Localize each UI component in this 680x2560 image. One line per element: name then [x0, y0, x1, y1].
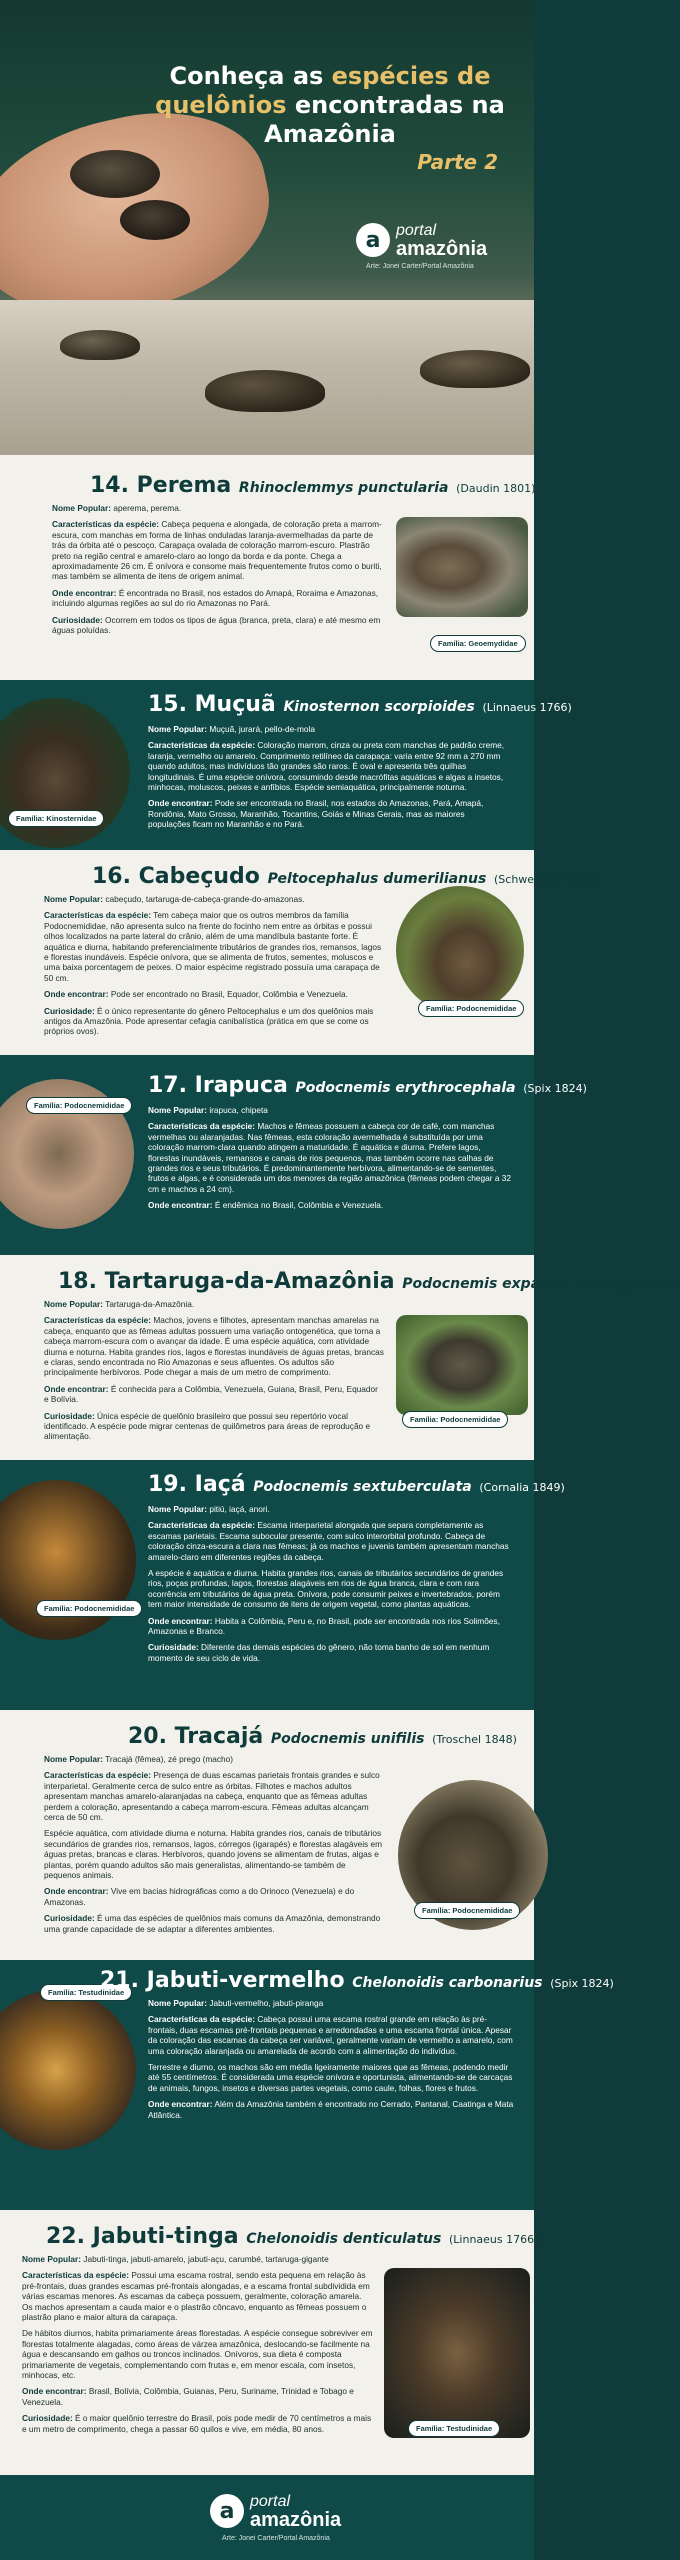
family-tag: Família: Kinosternidae [8, 810, 104, 827]
field-label: Nome Popular: [148, 1998, 208, 2008]
text-value: 15. [148, 692, 187, 717]
field-label: Onde encontrar: [52, 587, 117, 598]
art-credit: Arte: Jonei Carter/Portal Amazônia [222, 2535, 330, 2542]
logo-text: amazônia [250, 2509, 342, 2531]
species-title [148, 692, 572, 717]
text-value: Jabuti-tinga, jabuti-amarelo, jabuti-açu, carumbé, tartaruga-gigante [83, 2254, 329, 2264]
text-value: Jabuti-tinga [92, 2224, 239, 2249]
species-description [148, 1105, 514, 1217]
logo-a-icon: a [210, 2494, 244, 2528]
text-value: Ocorrem em todos os tipos de água (branca, preta, clara) e até mesmo em águas poluídas. [52, 614, 381, 636]
family-tag: Família: Podocnemididae [418, 1000, 524, 1017]
family-tag: Família: Testudinidae [408, 2420, 500, 2437]
text-value: Machos, jovens e filhotes, apresentam manchas amarelas na cabeça, enquanto que as fêmeas adultas possuem uma variação ontogenética, que torna a cabeça marrom-escura com o avançar da idade. É uma espécie aquática, com atividade diurna e noturna. Habita grandes rios, lagos e florestas inundáveis de águas pretas, brancas e claras, sendo encontrada no Rio Amazonas e seus afluentes. Os adultos são principalmente herbívoros. Pode chegar a mais de um metro de comprimento. [44, 1315, 384, 1378]
text-value: (Linnaeus 1766) [449, 2233, 539, 2246]
art-credit: Arte: Jonei Carter/Portal Amazônia [366, 263, 474, 270]
species-title [128, 1724, 517, 1749]
text-value: Perema [136, 473, 232, 498]
field-label: Onde encontrar: [148, 2099, 213, 2110]
text-value: Tem cabeça maior que os outros membros da família Podocnemididae, não apresenta sulco na frente do focinho nem entre as órbitas e possui olhos localizados na parte lateral do crânio, além de uma mandíbula bastante forte. É aquática e diurna, habitando preferencialmente tributários de grandes rios, remansos, lagos e florestas inundáveis. Espécie onívora, que se alimenta de frutos, sementes, moluscos e uma baixa porcentagem de peixes. O maior espécime registrado possuía uma carapaça de 50 cm. [44, 910, 382, 983]
species-description [44, 1299, 384, 1448]
text-value: 20. [128, 1724, 167, 1749]
text-value: 16. [92, 864, 131, 889]
text-value: A espécie é aquática e diurna. Habita grandes rios, canais de tributários secundários de grandes rios, poças profundas, lagos, florestas alagáveis em rios de água branca, clara e com rara ocorrência em tributários de água preta. Onívora, pode consumir peixes e invertebrados, porém tem maior intensidade de consumo de itens de origem vegetal, como plantas aquáticas. [148, 1568, 504, 1610]
title-part: encontradas na Amazônia [264, 91, 505, 148]
family-tag: Família: Testudinidae [40, 1984, 132, 2001]
text-value: Cabeçudo [138, 864, 260, 889]
text-value: Escama interparietal alongada que separa completamente as escamas parietais. Escama subocular presente, com sulco interorbital profundo. Cabeça de coloração cinza-escura a clara nas fêmeas; já os machos e juvenis também apresentam manchas amarelo-claro em diferentes regiões da cabeça. [148, 1520, 509, 1562]
text-value: Pode ser encontrada no Brasil, nos estados do Amazonas, Pará, Amapá, Rondônia, Mato Grosso, Maranhão, Tocantins, Goiás e Minas Gerais, mas as maiores populações ficam no Maranhão e no Pará. [148, 798, 484, 830]
logo-text: portal [396, 222, 437, 239]
page-title [150, 62, 510, 149]
field-label: Nome Popular: [52, 503, 112, 513]
text-value: Cabeça pequena e alongada, de coloração preta a marrom-escura, com manchas em forma de linhas onduladas laranja-avermelhadas da parte de trás da órbita até o pescoço. Carapaça ovalada de coloração marrom-escuro. Plastrão preto na região central e amarelo-claro ao longo da borda e da ponte. Chega a aproximadamente 26 cm. É onívora e consome mais frequentemente frutos como o buriti, mas também se alimenta de itens de origem animal. [52, 519, 382, 582]
field-label: Características da espécie: [148, 2014, 256, 2025]
text-value: Tartaruga-da-Amazônia [104, 1269, 395, 1294]
text-value: 22. [46, 2224, 85, 2249]
species-title [92, 864, 598, 889]
species-section-jabuti-vermelho [0, 1960, 614, 2210]
text-value: É endêmica no Brasil, Colômbia e Venezuela. [214, 1200, 384, 1211]
text-value: Podocnemis expansa [402, 1276, 568, 1292]
logo-text: amazônia [396, 238, 488, 260]
species-description [44, 1754, 384, 1940]
family-tag: Família: Podocnemididae [402, 1411, 508, 1428]
text-value: Podocnemis erythrocephala [295, 1080, 516, 1096]
text-value: Cabeça possui uma escama rostral grande em relação às pré-frontais, duas escamas pré-frontais pequenas e arredondadas e uma escama frontal única. Apesar da coloração das escamas da cabeça ser variável, geralmente variam de vermelho a amarelo, com uma coloração alaranjada ou amarelada de acordo com a alimentação do indivíduo. [148, 2014, 513, 2056]
hatchling-photo [70, 150, 160, 198]
text-value: Única espécie de quelônio brasileiro que possui seu repertório vocal identificado. A espécie pode migrar centenas de quilômetros para áreas de reprodução e alimentação. [44, 1410, 371, 1442]
text-value: Terrestre e diurno, os machos são em média ligeiramente maiores que as fêmeas, podendo medir até 55 centímetros. É considerada uma espécie onívora e oportunista, alimentando-se de carcaças de animais, fungos, insetos e diversas partes vegetais, como caule, folhas, flores e frutos. [148, 2062, 513, 2093]
field-label: Nome Popular: [148, 1105, 208, 1115]
text-value: Pode ser encontrado no Brasil, Equador, Colômbia e Venezuela. [110, 989, 348, 1000]
field-label: Onde encontrar: [148, 1615, 213, 1626]
text-value: Presença de duas escamas parietais frontais grandes e sulco interparietal. Geralmente cerca de sulco entre as órbitas. Filhotes e machos adultos apresentam manchas amarelo-alaranjadas na cabeça, enquanto que as fêmeas adultas perdem a coloração, apresentando a cabeça marrom-escura. Fêmeas adultas alcançam cerca de 50 cm. [44, 1770, 380, 1823]
species-section-tracaja [0, 1710, 534, 1960]
turtle-photo [420, 350, 530, 388]
text-value: (Schweigger 1812) [494, 873, 599, 886]
turtle-photo [60, 330, 140, 360]
species-title [58, 1269, 680, 1294]
species-title [100, 1968, 614, 1993]
species-section-tartaruga-da-amazonia [0, 1255, 680, 1460]
field-label: Características da espécie: [44, 910, 152, 921]
text-value: Rhinoclemmys punctularia [238, 480, 449, 496]
text-value: Machos e fêmeas possuem a cabeça cor de café, com manchas vermelhas ou alaranjadas. Nas fêmeas, esta coloração avermelhada é substituída por uma coloração marrom-clara quando atingem a maturidade. É aquática e diurna. Prefere lagos, florestas inundáveis, remansos e canais de rios pequenos, mas também ocorre nas calhas de grandes rios e seus tributários. É predominantemente herbívora, alimentando-se de sementes, frutos e algas, e é considerada um dos menores da região amazônica (fêmeas podem chegar a 32 cm e machos a 24 cm). [148, 1121, 511, 1194]
field-label: Onde encontrar: [44, 1383, 109, 1394]
field-label: Características da espécie: [148, 1520, 256, 1531]
text-value: 14. [90, 473, 129, 498]
text-value: É encontrada no Brasil, nos estados do Amapá, Roraima e Amazonas, incluindo algumas regiões ao sul do rio Amazonas no Pará. [52, 587, 379, 609]
text-value: pitiú, iaçá, anori. [209, 1504, 270, 1514]
text-value: Tracajá (fêmea), zé prego (macho) [105, 1754, 234, 1764]
species-description [22, 2254, 374, 2440]
text-value: Chelonoidis carbonarius [352, 1975, 543, 1991]
hatchling-photo [120, 200, 190, 240]
part-label: Parte 2 [417, 150, 498, 174]
text-value: Iaçá [194, 1472, 246, 1497]
field-label: Nome Popular: [44, 894, 104, 904]
title-highlight: espécies de quelônios [155, 62, 491, 119]
species-title [148, 1472, 565, 1497]
species-section-iaca [0, 1460, 565, 1710]
species-section-perema [0, 455, 534, 680]
title-part: Conheça as [169, 62, 332, 90]
text-value: Jabuti-vermelho, jabuti-piranga [209, 1998, 324, 2008]
field-label: Onde encontrar: [44, 1886, 109, 1897]
field-label: Curiosidade: [44, 1913, 95, 1924]
text-value: Peltocephalus dumerilianus [267, 871, 487, 887]
field-label: Curiosidade: [52, 614, 103, 625]
text-value: (Linnaeus 1766) [482, 701, 572, 714]
field-label: Características da espécie: [22, 2270, 130, 2281]
text-value: Podocnemis sextuberculata [253, 1479, 472, 1495]
species-photo [396, 886, 524, 1014]
field-label: Nome Popular: [44, 1754, 104, 1764]
text-value: Coloração marrom, cinza ou preta com manchas de padrão creme, laranja, vermelho ou amarelo. Comprimento retilíneo da carapaça: varia entre 92 mm a 270 mm quando adultos, mas indivíduos tão grandes são raros. É oval e apresenta três quilhas longitudinais. É uma espécie onívora, consumindo desde macrófitas aquáticas e algas a insetos, minhocas, moluscos, peixes e anfíbios. Espécie semiaquática, principalmente noturna. [148, 740, 505, 793]
family-tag: Família: Podocnemididae [414, 1902, 520, 1919]
text-value: (Spix 1824) [523, 1082, 587, 1095]
species-description [148, 1998, 514, 2126]
text-value: É o maior quelônio terrestre do Brasil, pois pode medir de 70 centímetros a mais e um metro de comprimento, chega a passar 60 quilos e vive, em média, 80 anos. [22, 2413, 372, 2434]
text-value: Podocnemis unifilis [270, 1731, 425, 1747]
portal-amazonia-logo [356, 222, 487, 258]
text-value: É conhecida para a Colômbia, Venezuela, Guiana, Brasil, Peru, Equador e Bolívia. [44, 1383, 378, 1405]
species-photo [396, 517, 528, 617]
species-photo [396, 1315, 528, 1415]
hero-banner [0, 0, 534, 455]
logo-a-icon: a [356, 223, 390, 257]
family-tag: Família: Podocnemididae [36, 1600, 142, 1617]
field-label: Onde encontrar: [148, 1200, 213, 1211]
text-value: (Schweigger 1812) [575, 1278, 680, 1291]
family-tag: Família: Geoemydidae [430, 635, 526, 652]
text-value: Muçuã [194, 692, 276, 717]
text-value: Brasil, Bolívia, Colômbia, Guianas, Peru, Suriname, Trinidad e Tobago e Venezuela. [22, 2386, 354, 2407]
field-label: Nome Popular: [44, 1299, 104, 1309]
field-label: Características da espécie: [44, 1315, 152, 1326]
text-value: Irapuca [194, 1073, 288, 1098]
field-label: Onde encontrar: [22, 2386, 87, 2397]
text-value: Jabuti-vermelho [146, 1968, 345, 1993]
text-value: aperema, perema. [113, 503, 182, 513]
field-label: Nome Popular: [148, 724, 208, 734]
field-label: Curiosidade: [44, 1410, 95, 1421]
text-value: Além da Amazônia também é encontrado no Cerrado, Pantanal, Caatinga e Mata Atlântica. [148, 2099, 514, 2120]
text-value: Espécie aquática, com atividade diurna e noturna. Habita grandes rios, canais de tributários secundários de grandes rios, remansos, lagos, córregos (igarapés) e florestas alagáveis em águas pretas, brancas e claras. Herbívoros, quando jovens se alimentam de frutas, algas e plantas, porém quando adultos são mais generalistas, alimentando-se também de pequenos animais. [44, 1828, 383, 1881]
field-label: Características da espécie: [52, 519, 160, 530]
text-value: 18. [58, 1269, 97, 1294]
field-label: Curiosidade: [44, 1005, 95, 1016]
field-label: Onde encontrar: [148, 798, 213, 809]
family-tag: Família: Podocnemididae [26, 1097, 132, 1114]
text-value: cabeçudo, tartaruga-de-cabeça-grande-do-amazonas. [105, 894, 305, 904]
text-value: Tracajá [174, 1724, 264, 1749]
species-description [148, 724, 508, 836]
text-value: De hábitos diurnos, habita primariamente áreas florestadas. A espécie consegue sobreviver em florestas totalmente alagadas, como áreas de várzea amazônica, deslocando-se facilmente na água e descansando em galhos ou troncos inclinados. Onívoros, sua dieta é composta primariamente de vegetais, complementando com frutas e, em menor escala, com insetos, minhocas, etc. [22, 2328, 373, 2381]
field-label: Curiosidade: [22, 2413, 73, 2424]
text-value: (Daudin 1801) [456, 482, 536, 495]
text-value: 17. [148, 1073, 187, 1098]
text-value: Tartaruga-da-Amazônia. [105, 1299, 195, 1309]
logo-text: portal [250, 2493, 291, 2510]
text-value: Muçuã, jurará, pello-de-mola [209, 724, 315, 734]
text-value: Habita a Colômbia, Peru e, no Brasil, pode ser encontrada nos rios Solimões, Amazonas e Branco. [148, 1615, 500, 1637]
text-value: (Troschel 1848) [432, 1733, 517, 1746]
field-label: Nome Popular: [22, 2254, 82, 2264]
text-value: (Spix 1824) [550, 1977, 614, 1990]
field-label: Características da espécie: [148, 1121, 256, 1132]
text-value: 19. [148, 1472, 187, 1497]
species-description [52, 503, 382, 641]
text-value: 21. [100, 1968, 139, 1993]
field-label: Nome Popular: [148, 1504, 208, 1514]
species-section-cabecudo [0, 850, 599, 1055]
species-title [90, 473, 535, 498]
text-value: (Cornalia 1849) [479, 1481, 565, 1494]
species-description [44, 894, 384, 1043]
portal-amazonia-logo [210, 2493, 341, 2529]
species-title [148, 1073, 587, 1098]
text-value: É uma das espécies de quelônios mais comuns da Amazônia, demonstrando uma grande capacidade de se adaptar a diferentes ambientes. [44, 1913, 381, 1934]
species-title [46, 2224, 538, 2249]
species-photo [0, 1990, 136, 2150]
footer [0, 2475, 534, 2560]
species-section-irapuca [0, 1055, 587, 1255]
field-label: Onde encontrar: [44, 989, 109, 1000]
text-value: irapuca, chipeta [209, 1105, 268, 1115]
field-label: Características da espécie: [148, 740, 256, 751]
text-value: Possui uma escama rostral, sendo esta pequena em relação às pré-frontais, duas grandes escamas pré-frontais alongadas, e a escama frontal subdividida em várias escamas menores. As escamas da cabeça possuem, geralmente, coloração amarela. Os machos apresentam a cauda maior e o plastrão côncavo, enquanto as fêmeas possuem o plastrão plano e maior altura da carapaça. [22, 2270, 370, 2323]
species-description [148, 1504, 514, 1669]
species-section-mucua [0, 680, 572, 850]
text-value: É o único representante do gênero Peltocephalus e um dos quelônios mais antigos da Amazônia. Pode apresentar cefagia canibalística (prática em que se come os próprios ovos). [44, 1005, 374, 1037]
field-label: Características da espécie: [44, 1770, 152, 1781]
turtle-photo [205, 370, 325, 412]
text-value: Diferente das demais espécies do gênero, não toma banho de sol em nenhum momento de seu ciclo de vida. [148, 1642, 490, 1663]
species-section-jabuti-tinga [0, 2210, 539, 2475]
text-value: Kinosternon scorpioides [283, 699, 475, 715]
text-value: Vive em bacias hidrográficas como a do Orinoco (Venezuela) e do Amazonas. [44, 1886, 355, 1907]
field-label: Curiosidade: [148, 1642, 199, 1653]
species-photo [384, 2268, 530, 2438]
text-value: Chelonoidis denticulatus [246, 2231, 442, 2247]
